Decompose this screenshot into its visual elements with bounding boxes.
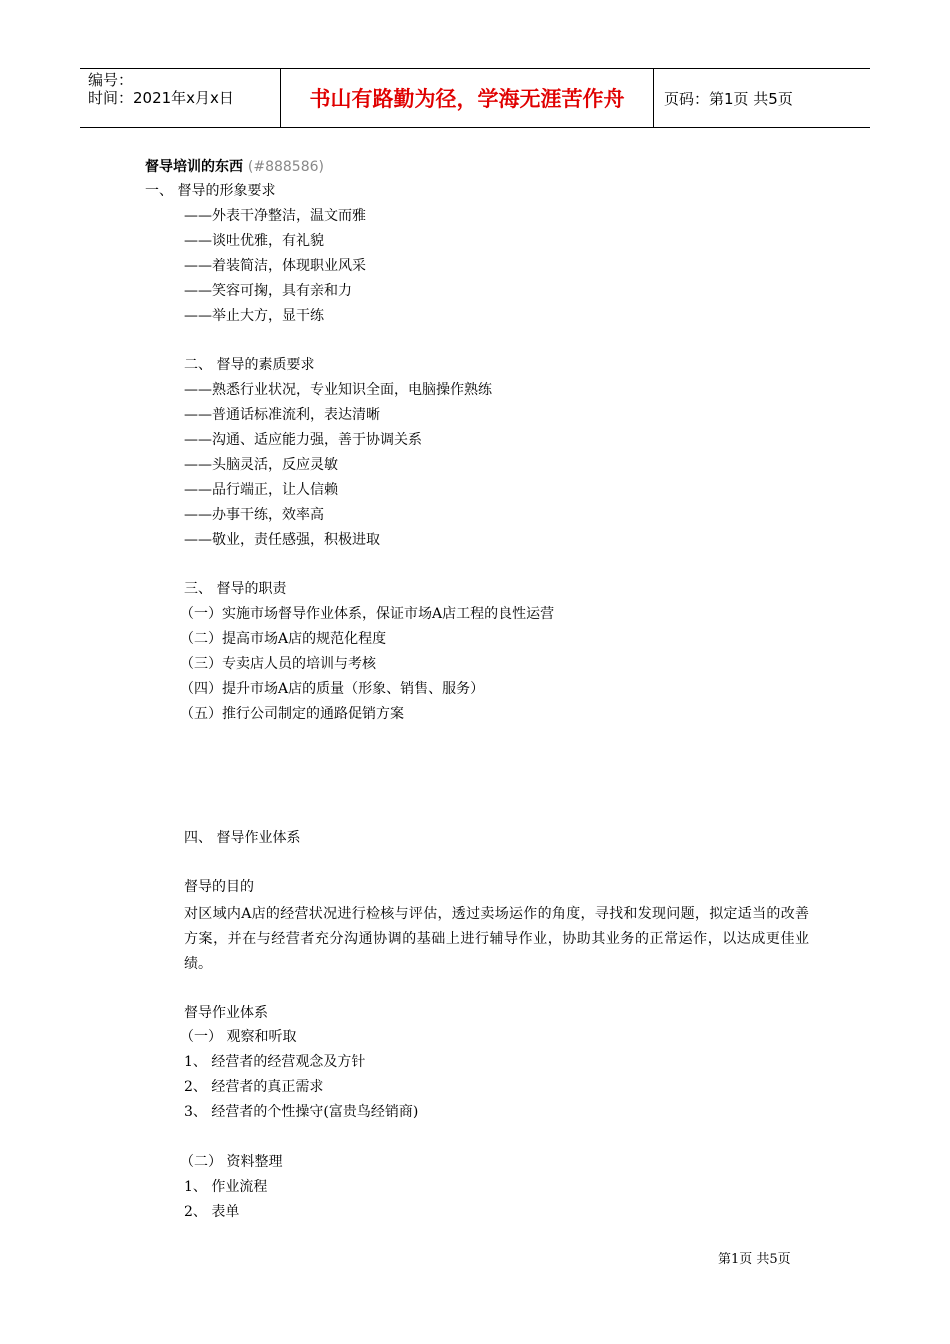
- purpose-paragraph: 对区域内A店的经营状况进行检核与评估，透过卖场运作的角度，寻找和发现问题，拟定适当的改善方案，并在与经营者充分沟通协调的基础上进行辅导作业，协助其业务的正常运作，以达成更佳业绩。: [184, 906, 809, 972]
- list-item: ——笑容可掬，具有亲和力: [184, 283, 352, 299]
- title-code: (#888586): [247, 159, 324, 175]
- section-heading: 三、 督导的职责: [184, 581, 287, 597]
- list-item: ——敬业，责任感强，积极进取: [184, 532, 380, 548]
- section-heading: 一、 督导的形象要求: [145, 183, 276, 199]
- list-item: 1、 经营者的经营观念及方针: [184, 1054, 366, 1070]
- list-item: ——举止大方，显干练: [184, 308, 324, 324]
- section-heading: 四、 督导作业体系: [184, 830, 301, 846]
- list-item: 2、 经营者的真正需求: [184, 1079, 324, 1095]
- list-item: ——头脑灵活，反应灵敏: [184, 457, 338, 473]
- header-page-label: 页码：第1页 共5页: [664, 89, 793, 108]
- list-item: （五）推行公司制定的通路促销方案: [180, 706, 404, 722]
- subsection-heading: 督导作业体系: [184, 1005, 268, 1021]
- list-item: ——沟通、适应能力强，善于协调关系: [184, 432, 422, 448]
- list-item: （三）专卖店人员的培训与考核: [180, 656, 376, 672]
- document-title: [145, 156, 324, 176]
- subsection-heading: 督导的目的: [184, 879, 254, 895]
- page-footer: 第1页 共5页: [718, 1252, 791, 1267]
- list-item: （一）实施市场督导作业体系，保证市场A店工程的良性运营: [180, 606, 555, 622]
- list-item: ——着装简洁，体现职业风采: [184, 258, 366, 274]
- list-item: 1、 作业流程: [184, 1179, 268, 1195]
- section-heading: 二、 督导的素质要求: [184, 357, 315, 373]
- list-item: ——品行端正，让人信赖: [184, 482, 338, 498]
- number-label: 编号：: [88, 71, 134, 89]
- list-item: ——熟悉行业状况，专业知识全面，电脑操作熟练: [184, 382, 492, 398]
- list-item: 2、 表单: [184, 1204, 240, 1220]
- header-motto: 书山有路勤为径，学海无涯苦作舟: [281, 69, 654, 127]
- list-item: ——办事干练，效率高: [184, 507, 324, 523]
- list-item: （二）提高市场A店的规范化程度: [180, 631, 387, 647]
- list-item: ——谈吐优雅，有礼貌: [184, 233, 324, 249]
- list-item: ——普通话标准流利，表达清晰: [184, 407, 380, 423]
- list-item: ——外表干净整洁，温文而雅: [184, 208, 366, 224]
- header-meta: [80, 69, 281, 127]
- list-item: 3、 经营者的个性操守(富贵鸟经销商): [184, 1104, 419, 1120]
- title-text: 督导培训的东西: [145, 159, 243, 175]
- page-header: [80, 68, 870, 128]
- subsection-heading: （一） 观察和听取: [180, 1029, 297, 1045]
- time-label: 时间：2021年x月x日: [88, 89, 234, 107]
- subsection-heading: （二） 资料整理: [180, 1154, 283, 1170]
- list-item: （四）提升市场A店的质量（形象、销售、服务）: [180, 681, 485, 697]
